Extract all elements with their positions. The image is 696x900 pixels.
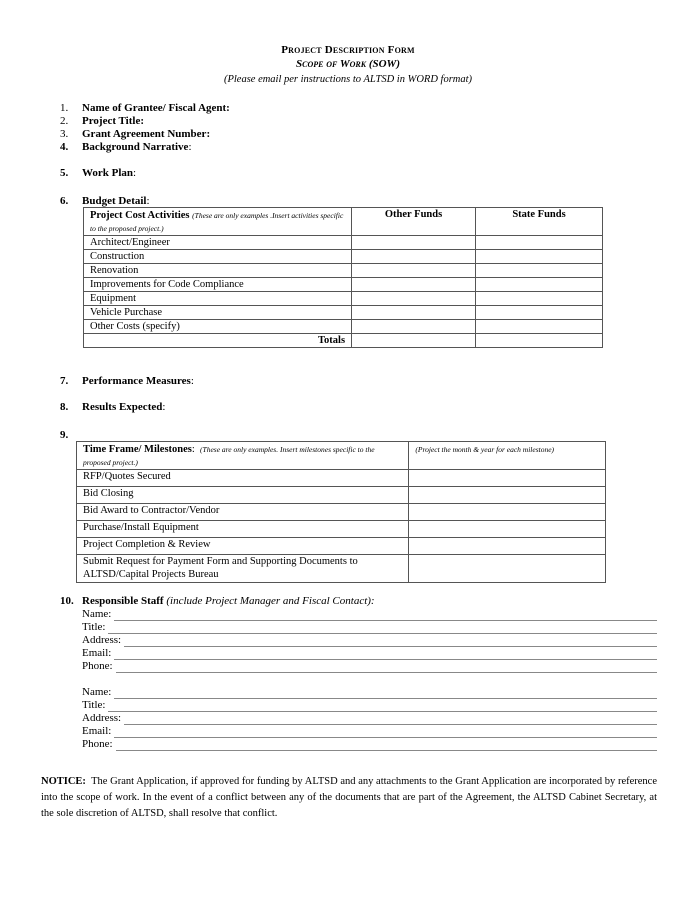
- milestone-row-label: Bid Award to Contractor/Vendor: [77, 504, 409, 521]
- budget-cell-state-funds[interactable]: [476, 320, 603, 334]
- item-number: 6.: [60, 195, 69, 207]
- budget-cell-other-funds[interactable]: [352, 320, 476, 334]
- item-label-grant-number: Grant Agreement Number:: [82, 128, 211, 140]
- staff-title-field[interactable]: Title:: [82, 699, 657, 712]
- budget-cell-other-funds[interactable]: [352, 250, 476, 264]
- budget-row-label: Equipment: [84, 292, 352, 306]
- item-label-grantee: Name of Grantee/ Fiscal Agent:: [82, 102, 230, 114]
- budget-cell-other-funds[interactable]: [352, 292, 476, 306]
- notice-text: The Grant Application, if approved for funding by ALTSD and any attachments to the Grant Application are incorporated by reference into the scope of work. In the event of a conflict between any of the documents that are part of the Agreement, the ALTSD Cabinet Secretary, at the sole discretion of ALTSD, shall resolve that conflict.: [41, 776, 657, 819]
- budget-row-label: Vehicle Purchase: [84, 306, 352, 320]
- budget-cell-other-funds[interactable]: [352, 278, 476, 292]
- budget-cell-state-funds[interactable]: [476, 236, 603, 250]
- item-number: 2.: [60, 115, 69, 127]
- staff-name-field[interactable]: Name:: [82, 608, 657, 621]
- staff-name-field[interactable]: Name:: [82, 686, 657, 699]
- staff-email-field[interactable]: Email:: [82, 647, 657, 660]
- milestone-header: Time Frame/ Milestones: (These are only examples. Insert milestones specific to the proposed project.): [77, 442, 409, 470]
- milestone-date-cell[interactable]: [409, 504, 606, 521]
- item-label-background: Background Narrative:: [82, 141, 192, 153]
- budget-row-label: Renovation: [84, 264, 352, 278]
- budget-row-label: Architect/Engineer: [84, 236, 352, 250]
- milestone-date-cell[interactable]: [409, 555, 606, 583]
- milestone-date-cell[interactable]: [409, 521, 606, 538]
- notice-label: NOTICE:: [41, 776, 86, 787]
- form-instructions: (Please email per instructions to ALTSD in WORD format): [223, 74, 473, 85]
- budget-cell-state-funds[interactable]: [476, 292, 603, 306]
- milestone-row-label: Bid Closing: [77, 487, 409, 504]
- budget-header-state-funds: State Funds: [476, 208, 603, 236]
- item-number: 10.: [60, 595, 74, 607]
- budget-total-other-funds[interactable]: [352, 334, 476, 348]
- staff-phone-field[interactable]: Phone:: [82, 660, 657, 673]
- form-title: Project Description Form: [281, 44, 415, 56]
- staff-phone-field[interactable]: Phone:: [82, 738, 657, 751]
- item-number: 9.: [60, 429, 69, 441]
- milestone-row-label: RFP/Quotes Secured: [77, 470, 409, 487]
- notice-paragraph: [41, 774, 657, 822]
- staff-email-field[interactable]: Email:: [82, 725, 657, 738]
- staff-address-field[interactable]: Address:: [82, 634, 657, 647]
- item-number: 8.: [60, 401, 69, 413]
- budget-table: [83, 207, 603, 348]
- budget-row-label: Other Costs (specify): [84, 320, 352, 334]
- item-label-work-plan: Work Plan:: [82, 167, 137, 179]
- item-number: 5.: [60, 167, 69, 179]
- item-number: 7.: [60, 375, 69, 387]
- milestone-date-cell[interactable]: [409, 470, 606, 487]
- budget-cell-other-funds[interactable]: [352, 264, 476, 278]
- milestone-row-label: Submit Request for Payment Form and Supporting Documents to ALTSD/Capital Projects Bureau: [77, 555, 409, 583]
- form-subtitle: Scope of Work (SOW): [295, 58, 401, 70]
- budget-cell-state-funds[interactable]: [476, 250, 603, 264]
- item-label-budget: Budget Detail:: [82, 195, 150, 207]
- item-label-project-title: Project Title:: [82, 115, 145, 127]
- item-number: 3.: [60, 128, 69, 140]
- item-label-staff: Responsible Staff (include Project Manager and Fiscal Contact):: [82, 595, 375, 607]
- budget-total-state-funds[interactable]: [476, 334, 603, 348]
- staff-address-field[interactable]: Address:: [82, 712, 657, 725]
- milestone-date-cell[interactable]: [409, 487, 606, 504]
- budget-cell-state-funds[interactable]: [476, 306, 603, 320]
- budget-cell-other-funds[interactable]: [352, 236, 476, 250]
- budget-cell-state-funds[interactable]: [476, 278, 603, 292]
- budget-cell-other-funds[interactable]: [352, 306, 476, 320]
- milestone-date-header: (Project the month & year for each milestone): [409, 442, 606, 470]
- budget-cell-state-funds[interactable]: [476, 264, 603, 278]
- staff-title-field[interactable]: Title:: [82, 621, 657, 634]
- milestone-table: [76, 441, 606, 583]
- budget-header-other-funds: Other Funds: [352, 208, 476, 236]
- milestone-row-label: Purchase/Install Equipment: [77, 521, 409, 538]
- milestone-date-cell[interactable]: [409, 538, 606, 555]
- item-label-results: Results Expected:: [82, 401, 166, 413]
- item-number: 1.: [60, 102, 69, 114]
- milestone-row-label: Project Completion & Review: [77, 538, 409, 555]
- budget-totals-label: Totals: [84, 334, 352, 348]
- item-number: 4.: [60, 141, 69, 153]
- budget-row-label: Improvements for Code Compliance: [84, 278, 352, 292]
- budget-row-label: Construction: [84, 250, 352, 264]
- item-label-performance: Performance Measures:: [82, 375, 194, 387]
- budget-header-activities: Project Cost Activities (These are only examples .Insert activities specific to the proposed project.): [84, 208, 352, 236]
